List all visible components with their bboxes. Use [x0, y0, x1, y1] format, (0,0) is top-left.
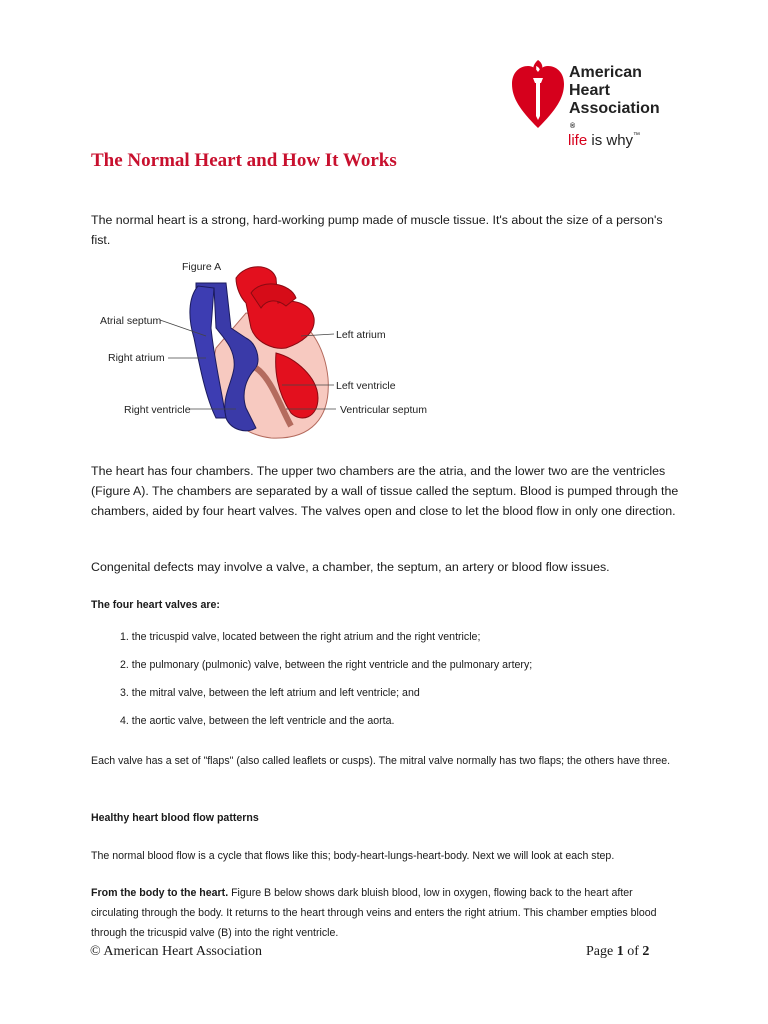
registered-mark: ®	[570, 123, 576, 130]
page-current: 1	[616, 944, 624, 959]
label-atrial-septum: Atrial septum	[100, 315, 162, 327]
label-right-ventricle: Right ventricle	[124, 404, 191, 416]
heart-torch-logo-icon	[510, 58, 566, 130]
list-item: 4. the aortic valve, between the left ventricle and the aorta.	[120, 715, 395, 727]
flaps-paragraph: Each valve has a set of "flaps" (also called leaflets or cusps). The mitral valve normally has two flaps; the others have three.	[91, 755, 671, 767]
figure-caption: Figure A	[182, 261, 222, 273]
flow-paragraph: The normal blood flow is a cycle that flows like this; body-heart-lungs-heart-body. Next we will look at each step.	[91, 850, 615, 862]
tagline-rest: is why	[587, 132, 634, 149]
page-total: 2	[642, 944, 650, 959]
aha-logo	[510, 58, 670, 153]
list-item: 1. the tricuspid valve, located between the right atrium and the right ventricle;	[120, 631, 481, 643]
body-to-heart-heading: From the body to the heart.	[91, 887, 229, 899]
body-to-heart-paragraph	[91, 883, 681, 943]
tagline	[568, 132, 640, 149]
chambers-paragraph: The heart has four chambers. The upper two chambers are the atria, and the lower two are the ventricles (Figure A). The chambers are separated by a wall of tissue called the septum. Blood is pumped through the chambers, aided by four heart valves. The valves open and close to let the blood flow in only one direction.	[91, 464, 679, 518]
label-left-atrium: Left atrium	[336, 329, 386, 341]
footer-copyright: © American Heart Association	[90, 944, 262, 959]
label-left-ventricle: Left ventricle	[336, 380, 396, 392]
heart-diagram	[96, 258, 436, 448]
label-right-atrium: Right atrium	[108, 352, 165, 364]
org-line-2: Heart	[569, 82, 610, 99]
intro-paragraph: The normal heart is a strong, hard-working pump made of muscle tissue. It's about the size of a person's fist.	[91, 213, 663, 247]
valves-heading: The four heart valves are:	[91, 599, 220, 611]
tagline-life: life	[568, 132, 588, 149]
footer-page-number	[586, 944, 649, 960]
organization-name	[569, 64, 660, 136]
label-ventricular-septum: Ventricular septum	[340, 404, 427, 416]
page-word: Page	[586, 944, 617, 959]
org-line-3: Association ®	[569, 100, 660, 136]
list-item: 2. the pulmonary (pulmonic) valve, between the right ventricle and the pulmonary artery;	[120, 659, 533, 671]
list-item: 3. the mitral valve, between the left atrium and left ventricle; and	[120, 687, 420, 699]
page-title: The Normal Heart and How It Works	[91, 150, 397, 171]
valves-list	[91, 630, 691, 742]
trademark-mark: ™	[633, 132, 641, 139]
flow-heading: Healthy heart blood flow patterns	[91, 812, 259, 824]
defects-paragraph: Congenital defects may involve a valve, a chamber, the septum, an artery or blood flow issues.	[91, 560, 610, 574]
heart-diagram-svg	[96, 258, 436, 448]
org-line-1: American	[569, 64, 642, 81]
of-word: of	[623, 944, 643, 959]
body-to-heart-text: Figure B below shows dark bluish blood, low in oxygen, flowing back to the heart after circulating through the body. It returns to the heart through veins and enters the right atrium. This chamber empties blood through the tricuspid valve (B) into the right ventricle.	[91, 887, 657, 939]
